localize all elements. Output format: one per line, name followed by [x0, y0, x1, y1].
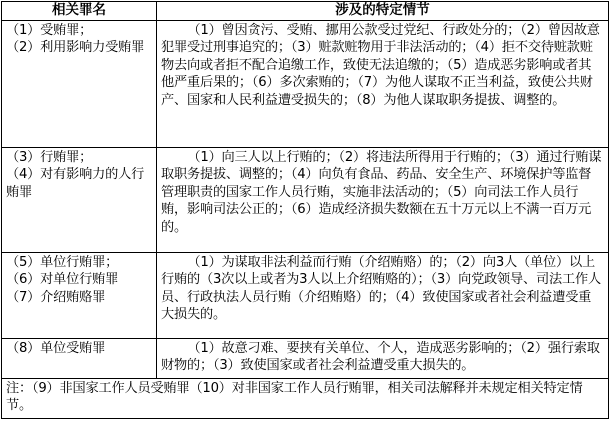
crime-name: （3）行贿罪； [6, 149, 93, 165]
crime-name: （6）对单位行贿罪 [6, 272, 119, 287]
table-row [2, 20, 609, 147]
crime-names-cell [2, 338, 157, 378]
crime-name: （4）对有影响力的人行贿罪 [6, 167, 145, 200]
situations-cell: （1）曾因贪污、受贿、挪用公款受过党纪、行政处分的；（2）曾因故意犯罪受过刑事追究的；（3）赃款赃物用于非法活动的；（4）拒不交待赃款赃物去向或者拒不配合追缴工作，致使无法追缴的；（5）造成恶劣影响或者其他严重后果的；（6）多次索贿的；（7）为他人谋取不正当利益，致使公共财产、国家和人民利益遭受损失的；（8）为他人谋取职务提拔、调整的。 [157, 20, 609, 147]
crime-name: （2）利用影响力受贿罪 [6, 40, 145, 55]
table-row [2, 252, 609, 338]
note-row [2, 378, 609, 418]
situations-cell: （1）故意刁难、要挟有关单位、个人，造成恶劣影响的；（2）强行索取财物的；（3）致使国家或者社会利益遭受重大损失的。 [157, 338, 609, 378]
crime-name: （5）单位行贿罪； [6, 254, 119, 270]
table-row [2, 338, 609, 378]
table-row [2, 147, 609, 252]
header-crime-name: 相关罪名 [2, 2, 157, 21]
situations-cell: （1）向三人以上行贿的；（2）将违法所得用于行贿的；（3）通过行贿谋取职务提拔、调整的；（4）向负有食品、药品、安全生产、环境保护等监督管理职责的国家工作人员行贿，实施非法活动的；（5）向司法工作人员行贿，影响司法公正的；（6）造成经济损失数额在五十万元以上不满一百万元的。 [157, 147, 609, 252]
header-specific-situations: 涉及的特定情节 [157, 2, 609, 21]
situations-cell: （1）为谋取非法利益而行贿（介绍贿赂）的；（2）向3人（单位）以上行贿的（3次以上或者为3人以上介绍贿赂的）；（3）向党政领导、司法工作人员、行政执法人员行贿（介绍贿赂）的；（4）致使国家或者社会利益遭受重大损失的。 [157, 252, 609, 338]
crime-name: （7）介绍贿赂罪 [6, 289, 106, 305]
crime-names-cell [2, 252, 157, 338]
table-note: 注：（9）非国家工作人员受贿罪（10）对非国家工作人员行贿罪，相关司法解释并未规定相关特定情节。 [2, 378, 609, 418]
crime-name: （8）单位受贿罪 [6, 340, 106, 356]
crime-name: （1）受贿罪； [6, 22, 93, 38]
crime-names-cell [2, 147, 157, 252]
crime-names-cell [2, 20, 157, 147]
crime-situations-table [1, 1, 609, 419]
table-header-row [2, 2, 609, 21]
